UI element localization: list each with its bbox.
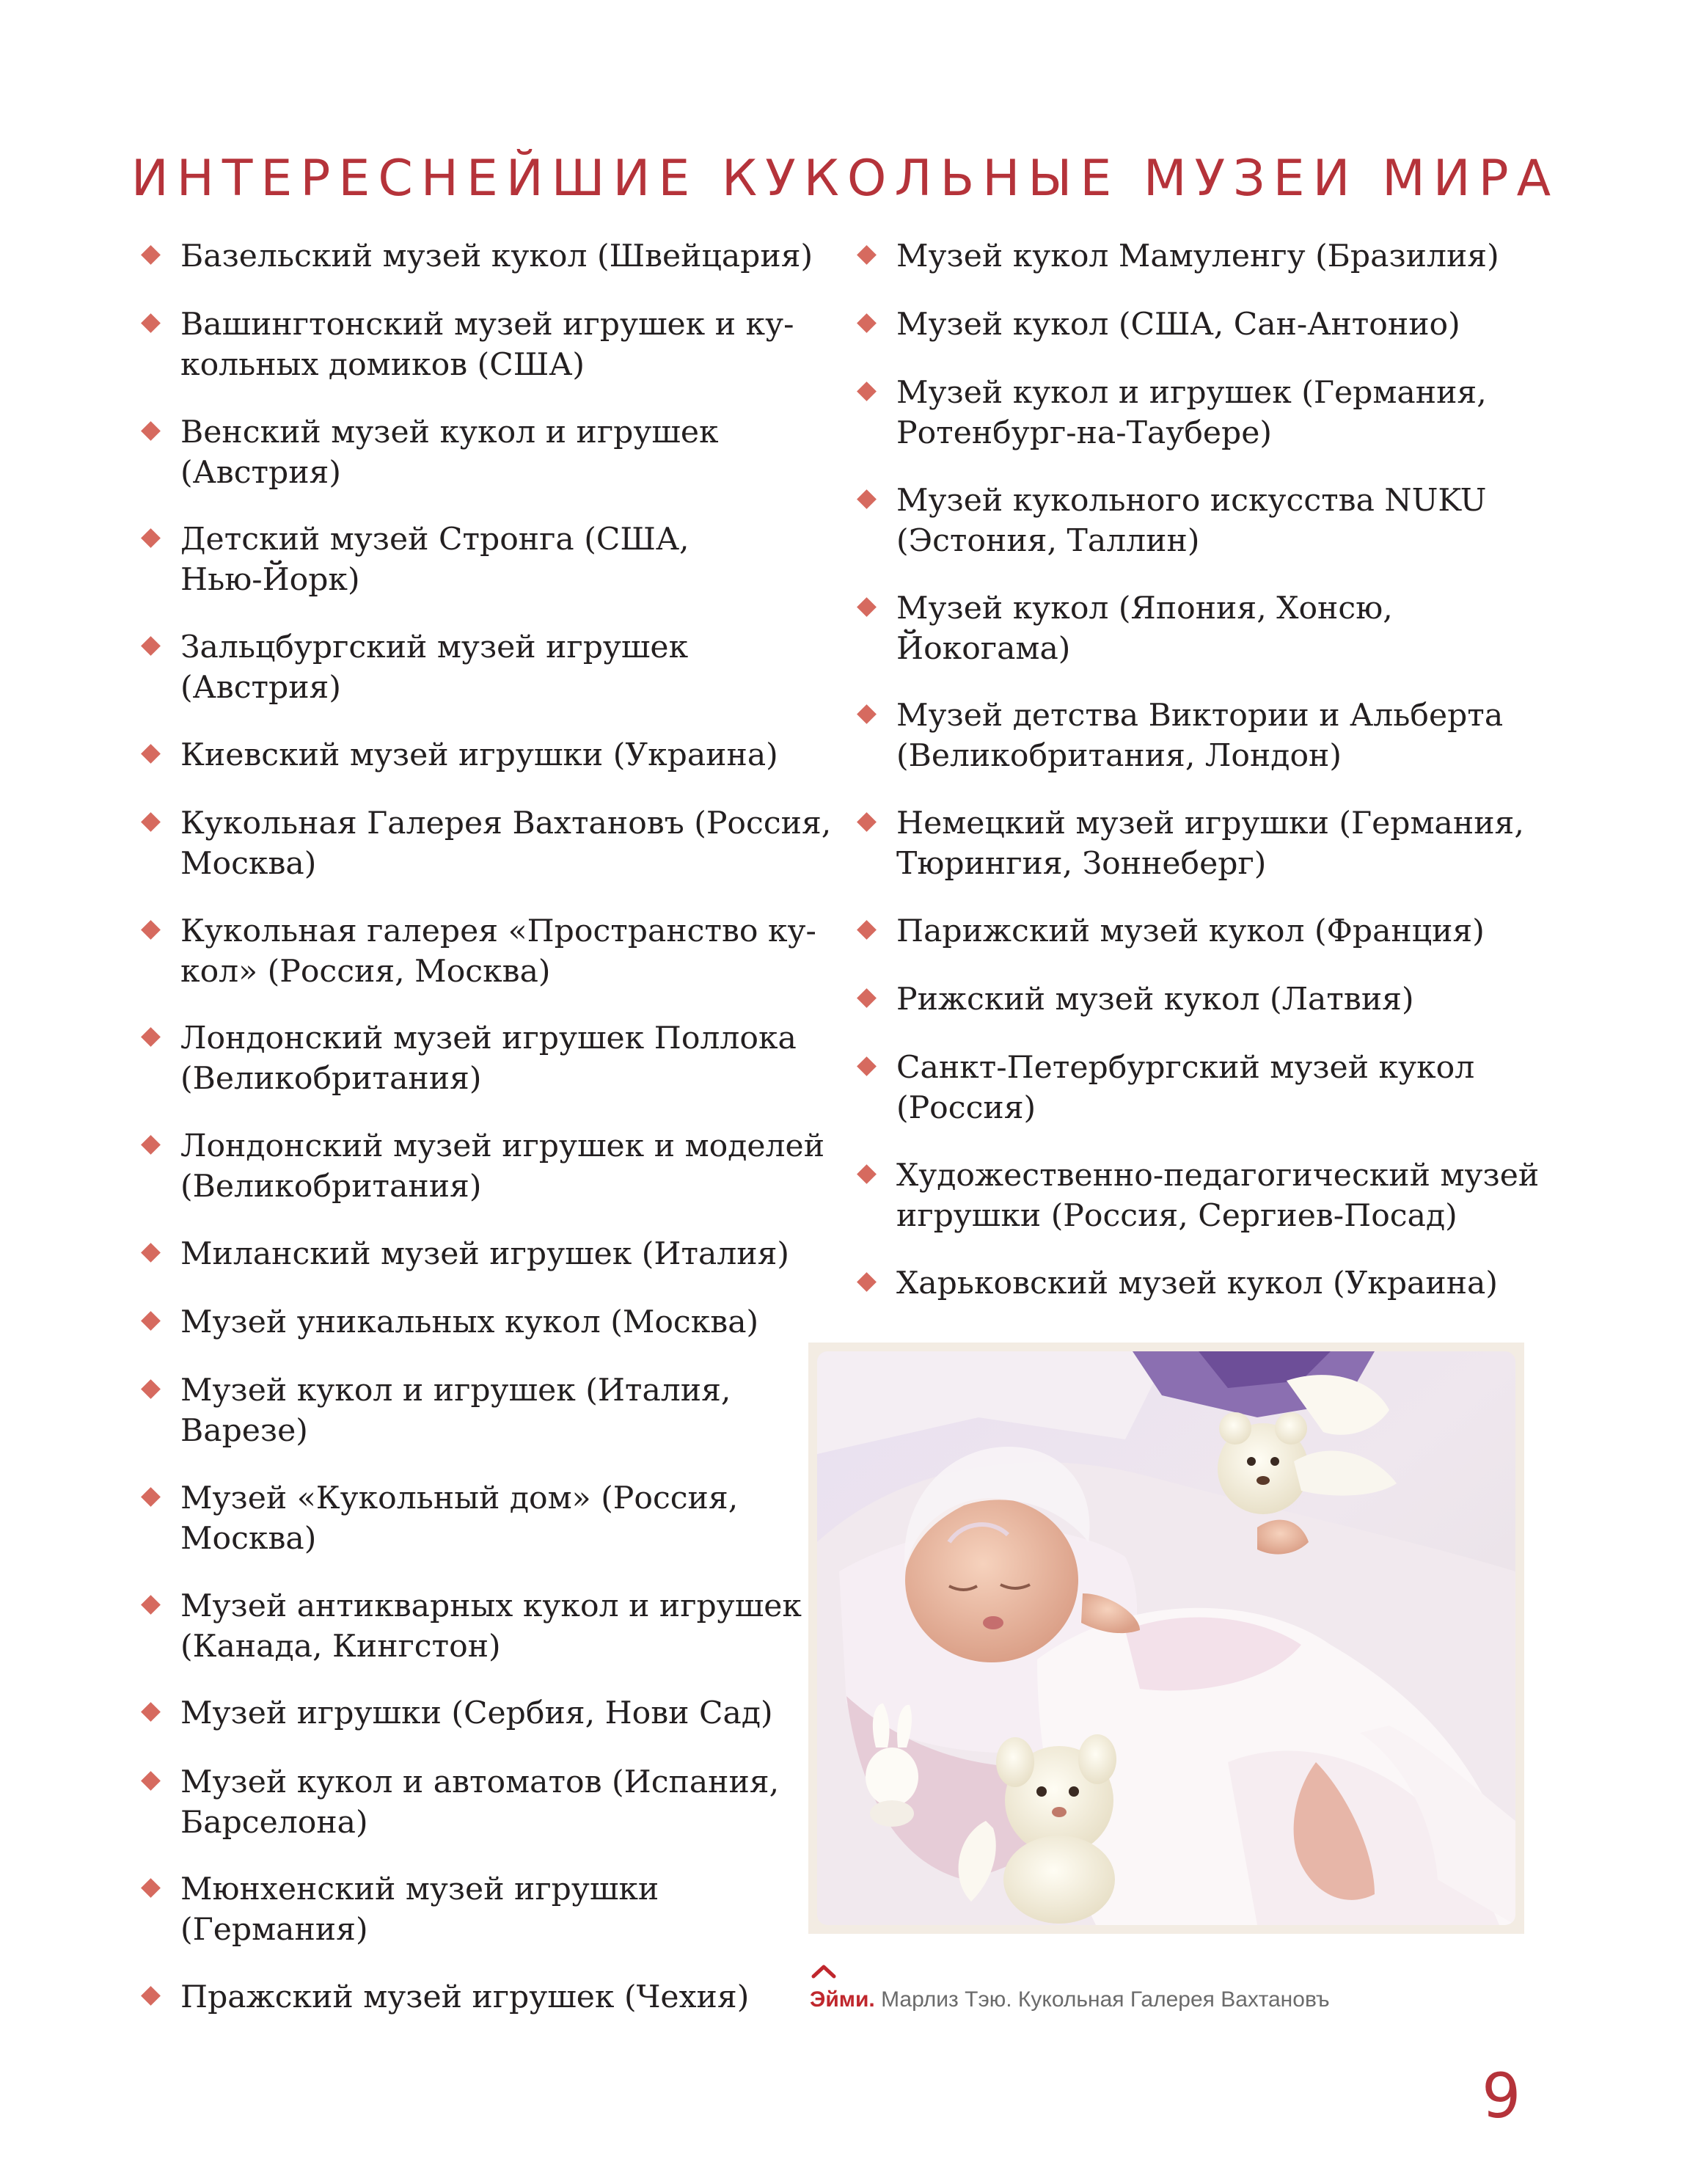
museum-name-line: Музей кукол и автоматов (Испания,	[180, 1764, 780, 1800]
museum-name-line: (Германия)	[180, 1912, 368, 1948]
diamond-bullet-icon	[141, 1027, 161, 1047]
museum-name-line: Пражский музей игрушек (Чехия)	[180, 1979, 750, 2015]
diamond-bullet-icon	[857, 313, 877, 333]
museum-name-line: Музей антикварных кукол и игрушек	[180, 1588, 802, 1624]
museum-name-line: Киевский музей игрушки (Украина)	[180, 737, 778, 773]
museum-name	[180, 1869, 659, 1950]
museum-name-line: (Великобритания)	[180, 1061, 482, 1097]
museum-name-line: Детский музей Стронга (США,	[180, 522, 689, 558]
museum-name	[896, 1048, 1474, 1128]
museum-name-line: Лондонский музей игрушек и моделей	[180, 1128, 825, 1164]
sleeping-doll-illustration	[817, 1351, 1515, 1925]
museum-name-line: кольных домиков (США)	[180, 347, 585, 383]
diamond-bullet-icon	[141, 920, 161, 940]
diamond-bullet-icon	[857, 381, 877, 401]
museum-name-line: Кукольная Галерея Вахтановъ (Россия,	[180, 806, 832, 841]
museum-name	[180, 1586, 802, 1667]
museum-name	[180, 1126, 824, 1207]
museum-name	[180, 1302, 758, 1343]
museum-name-line: (Канада, Кингстон)	[180, 1629, 501, 1665]
diamond-bullet-icon	[141, 1311, 161, 1331]
museum-name-line: Художественно-педагогический музей	[896, 1158, 1540, 1194]
museum-name	[896, 803, 1524, 884]
diamond-bullet-icon	[141, 1878, 161, 1898]
museum-name-line: Москва)	[180, 1521, 317, 1557]
museum-name	[180, 1693, 773, 1734]
diamond-bullet-icon	[141, 744, 161, 764]
museum-name-line: Кукольная галерея «Пространство ку-	[180, 913, 816, 949]
museum-name-line: Музей уникальных кукол (Москва)	[180, 1304, 759, 1340]
museum-name-line: игрушки (Россия, Сергиев-Посад)	[896, 1198, 1457, 1234]
photo-caption	[810, 1987, 1330, 2012]
diamond-bullet-icon	[141, 245, 161, 265]
diamond-bullet-icon	[857, 489, 877, 509]
museum-name-line: Музей детства Виктории и Альберта	[896, 698, 1504, 734]
museum-name	[896, 1155, 1539, 1236]
museum-name-line: Йокогама)	[896, 631, 1071, 667]
museum-name	[896, 588, 1393, 669]
museum-name-line: Тюрингия, Зоннеберг)	[896, 846, 1267, 882]
museum-name	[180, 1478, 738, 1559]
museum-name-line: Барселона)	[180, 1805, 368, 1841]
diamond-bullet-icon	[141, 1986, 161, 2006]
museum-name-line: Музей игрушки (Сербия, Нови Сад)	[180, 1695, 773, 1731]
museum-name	[896, 373, 1487, 453]
museum-name	[180, 1762, 779, 1843]
museum-name	[180, 304, 794, 385]
page-number: 9	[1482, 2060, 1521, 2132]
diamond-bullet-icon	[141, 421, 161, 441]
museum-name-line: Музей кукольного искусства NUKU	[896, 483, 1487, 519]
museum-name	[896, 236, 1499, 277]
museum-name-line: (Великобритания, Лондон)	[896, 738, 1342, 774]
diamond-bullet-icon	[141, 1135, 161, 1155]
museum-name	[896, 979, 1414, 1020]
museum-name-line: (Австрия)	[180, 670, 341, 706]
museum-name-line: Вашингтонский музей игрушек и ку-	[180, 307, 794, 343]
caret-up-icon	[811, 1964, 836, 1979]
museum-name-line: Лондонский музей игрушек Поллока	[180, 1020, 797, 1056]
museum-name-line: (Эстония, Таллин)	[896, 523, 1200, 559]
museum-name	[180, 1370, 731, 1451]
museum-name-line: кол» (Россия, Москва)	[180, 954, 551, 990]
diamond-bullet-icon	[141, 1487, 161, 1507]
museum-name-line: Варезе)	[180, 1413, 308, 1449]
diamond-bullet-icon	[857, 1056, 877, 1076]
museum-name-line: Музей кукол Мамуленгу (Бразилия)	[896, 238, 1499, 274]
museum-name-line: Парижский музей кукол (Франция)	[896, 913, 1485, 949]
museum-name-line: Миланский музей игрушек (Италия)	[180, 1236, 790, 1272]
diamond-bullet-icon	[857, 1164, 877, 1184]
museum-name-line: Зальцбургский музей игрушек	[180, 629, 689, 665]
diamond-bullet-icon	[857, 920, 877, 940]
museum-name	[896, 481, 1486, 561]
diamond-bullet-icon	[141, 636, 161, 656]
diamond-bullet-icon	[141, 1771, 161, 1791]
museum-name	[180, 1234, 789, 1274]
museum-name-line: Нью-Йорк)	[180, 562, 360, 598]
museum-name-line: Санкт-Петербургский музей кукол	[896, 1050, 1475, 1086]
museum-name-line: (Великобритания)	[180, 1169, 482, 1205]
museum-name-line: Музей кукол (США, Сан-Антонио)	[896, 307, 1460, 343]
museum-name-line: Мюнхенский музей игрушки	[180, 1871, 659, 1907]
diamond-bullet-icon	[141, 812, 161, 832]
museum-name-line: Музей кукол и игрушек (Италия,	[180, 1373, 731, 1409]
museum-name-line: (Австрия)	[180, 455, 341, 491]
diamond-bullet-icon	[857, 245, 877, 265]
museum-name	[896, 695, 1503, 776]
museum-name-line: Рижский музей кукол (Латвия)	[896, 982, 1414, 1018]
museum-name-line: Музей «Кукольный дом» (Россия,	[180, 1480, 739, 1516]
diamond-bullet-icon	[857, 988, 877, 1008]
diamond-bullet-icon	[857, 597, 877, 617]
museum-name-line: Немецкий музей игрушки (Германия,	[896, 806, 1524, 841]
museum-name	[896, 1263, 1498, 1304]
diamond-bullet-icon	[141, 1243, 161, 1263]
museum-name-line: Музей кукол (Япония, Хонсю,	[896, 591, 1393, 627]
diamond-bullet-icon	[857, 1272, 877, 1292]
museum-name-line: Венский музей кукол и игрушек	[180, 414, 719, 450]
museum-name	[180, 803, 831, 884]
museum-name	[180, 412, 719, 493]
museum-name-line: Ротенбург-на-Таубере)	[896, 415, 1272, 451]
museum-name-line: Музей кукол и игрушек (Германия,	[896, 375, 1487, 411]
diamond-bullet-icon	[141, 1702, 161, 1722]
diamond-bullet-icon	[857, 704, 877, 724]
museum-name	[180, 236, 813, 277]
diamond-bullet-icon	[141, 1379, 161, 1399]
museum-name	[896, 911, 1485, 952]
museum-name	[180, 627, 688, 708]
museum-name-line: (Россия)	[896, 1090, 1036, 1126]
museum-name	[180, 1018, 797, 1099]
diamond-bullet-icon	[141, 528, 161, 548]
diamond-bullet-icon	[141, 313, 161, 333]
caption-name: Эйми.	[810, 1987, 875, 2012]
museum-name	[180, 911, 816, 992]
museum-name-line: Базельский музей кукол (Швейцария)	[180, 238, 813, 274]
museum-name	[896, 304, 1460, 345]
museum-name	[180, 1977, 749, 2017]
museum-name	[180, 519, 689, 600]
diamond-bullet-icon	[857, 812, 877, 832]
museum-name	[180, 735, 778, 775]
diamond-bullet-icon	[141, 1595, 161, 1615]
doll-photo	[808, 1343, 1524, 1934]
museum-name-line: Харьковский музей кукол (Украина)	[896, 1266, 1498, 1301]
museum-name-line: Москва)	[180, 846, 317, 882]
caption-text: Марлиз Тэю. Кукольная Галерея Вахтановъ	[874, 1987, 1330, 2012]
page-title: ИНТЕРЕСНЕЙШИЕ КУКОЛЬНЫЕ МУЗЕИ МИРА	[131, 149, 1559, 208]
